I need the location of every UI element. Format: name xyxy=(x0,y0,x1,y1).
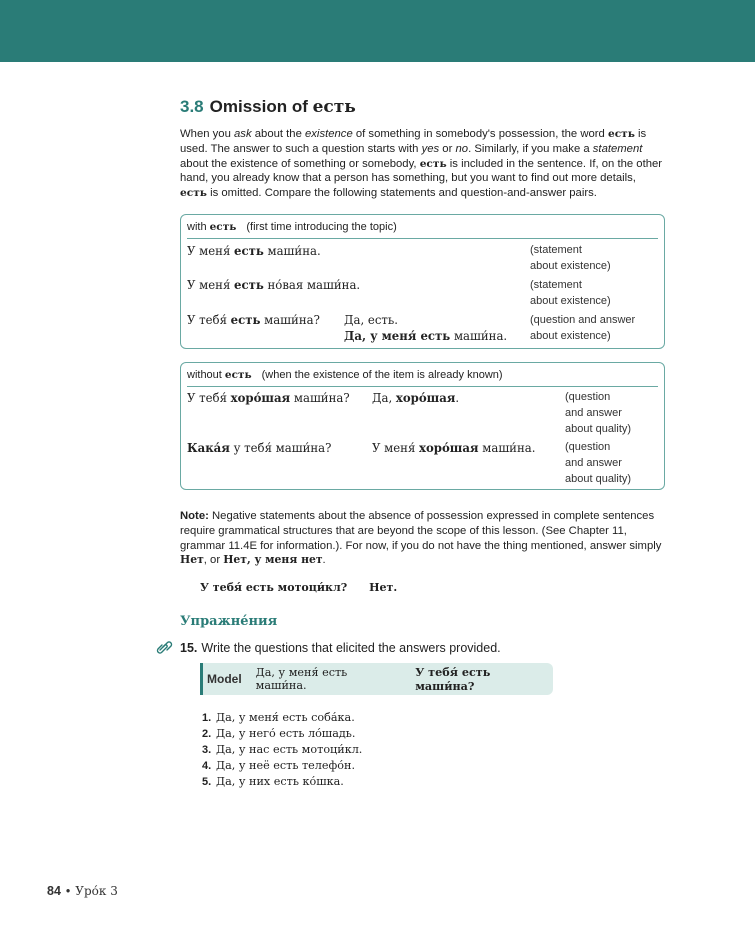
row-note: (statement about existence) xyxy=(530,243,611,272)
model-box xyxy=(200,663,553,695)
note-paragraph: Note: Negative statements about the absence of possession expressed in complete sentences require grammatical structures that are beyond the scope of this lesson. (See Chapter 11, grammar 11.4E for information.). For now, if you do not have the thing mentioned, answer simply Нет, or Нет, у меня нет. xyxy=(180,509,662,567)
row-note: (statement about existence) xyxy=(530,278,611,307)
section-heading xyxy=(180,96,665,118)
exercises-title: Упражне́ния xyxy=(180,614,278,630)
section-title-word: есть xyxy=(312,97,356,117)
list-item: 5. Да, у них есть ко́шка. xyxy=(202,775,344,789)
row-note: (question and answer about quality) xyxy=(565,390,632,435)
exercise-number: 15. xyxy=(180,641,198,656)
example-answer: Да, хоро́шая. xyxy=(372,390,460,405)
negative-answer: Нет. xyxy=(369,581,398,595)
paper-clip-icon xyxy=(155,641,175,658)
top-banner xyxy=(0,0,755,62)
with-est-box-header: with есть (first time introducing the topic) xyxy=(187,215,658,239)
without-est-box-header: without есть (when the existence of the item is already known) xyxy=(187,363,658,387)
example-question: У тебя́ хоро́шая маши́на? xyxy=(187,390,350,405)
exercise-instruction: Write the questions that elicited the answers provided. xyxy=(201,641,501,656)
example-answer: У меня́ хоро́шая маши́на. xyxy=(372,440,536,455)
row-note: (question and answer about existence) xyxy=(530,313,636,342)
table-row xyxy=(187,437,658,483)
example-answer: Да, есть. Да, у меня́ есть маши́на. xyxy=(344,312,508,343)
section-title: Omission of xyxy=(209,97,308,116)
model-question: У тебя́ есть маши́на? xyxy=(415,665,491,694)
example-question: У тебя́ есть маши́на? xyxy=(187,312,320,327)
negative-example xyxy=(200,581,665,594)
lesson-label: Уро́к 3 xyxy=(75,884,118,898)
example-question: Кака́я у тебя́ маши́на? xyxy=(187,440,332,455)
example-sentence: У меня́ есть маши́на. xyxy=(187,243,321,258)
section-number: 3.8 xyxy=(180,97,204,116)
list-item: 4. Да, у неё есть телефо́н. xyxy=(202,759,356,773)
negative-question: У тебя́ есть мотоци́кл? xyxy=(200,581,348,595)
row-note: (question and answer about quality) xyxy=(565,440,632,485)
table-row xyxy=(187,309,658,342)
page-content xyxy=(180,96,665,790)
model-answer-given: Да, у меня́ есть маши́на. xyxy=(255,666,348,693)
list-item: 3. Да, у нас есть мотоци́кл. xyxy=(202,743,363,757)
page-number: 84 xyxy=(47,884,61,898)
list-item: 2. Да, у него́ есть ло́шадь. xyxy=(202,727,356,741)
page-footer xyxy=(47,884,118,898)
exercise-items xyxy=(202,710,665,790)
table-row xyxy=(187,387,658,437)
exercise-15 xyxy=(180,641,665,655)
table-row xyxy=(187,239,658,274)
table-row xyxy=(187,274,658,309)
with-est-box xyxy=(180,214,665,349)
example-sentence: У меня́ есть но́вая маши́на. xyxy=(187,277,361,292)
footer-bullet: • xyxy=(65,884,71,898)
model-label: Model xyxy=(207,672,242,687)
without-est-box xyxy=(180,362,665,490)
intro-paragraph: When you ask about the existence of something in somebody's possession, the word есть is used. The answer to such a question starts with yes or no. Similarly, if you make a statement about the existence of something or somebody, есть is included in the sentence. If, on the other hand, you already know that a person has something, but you want to find out more details, есть is omitted. Compare the following statements and question-and-answer pairs. xyxy=(180,128,663,200)
list-item: 1. Да, у меня́ есть соба́ка. xyxy=(202,711,355,725)
